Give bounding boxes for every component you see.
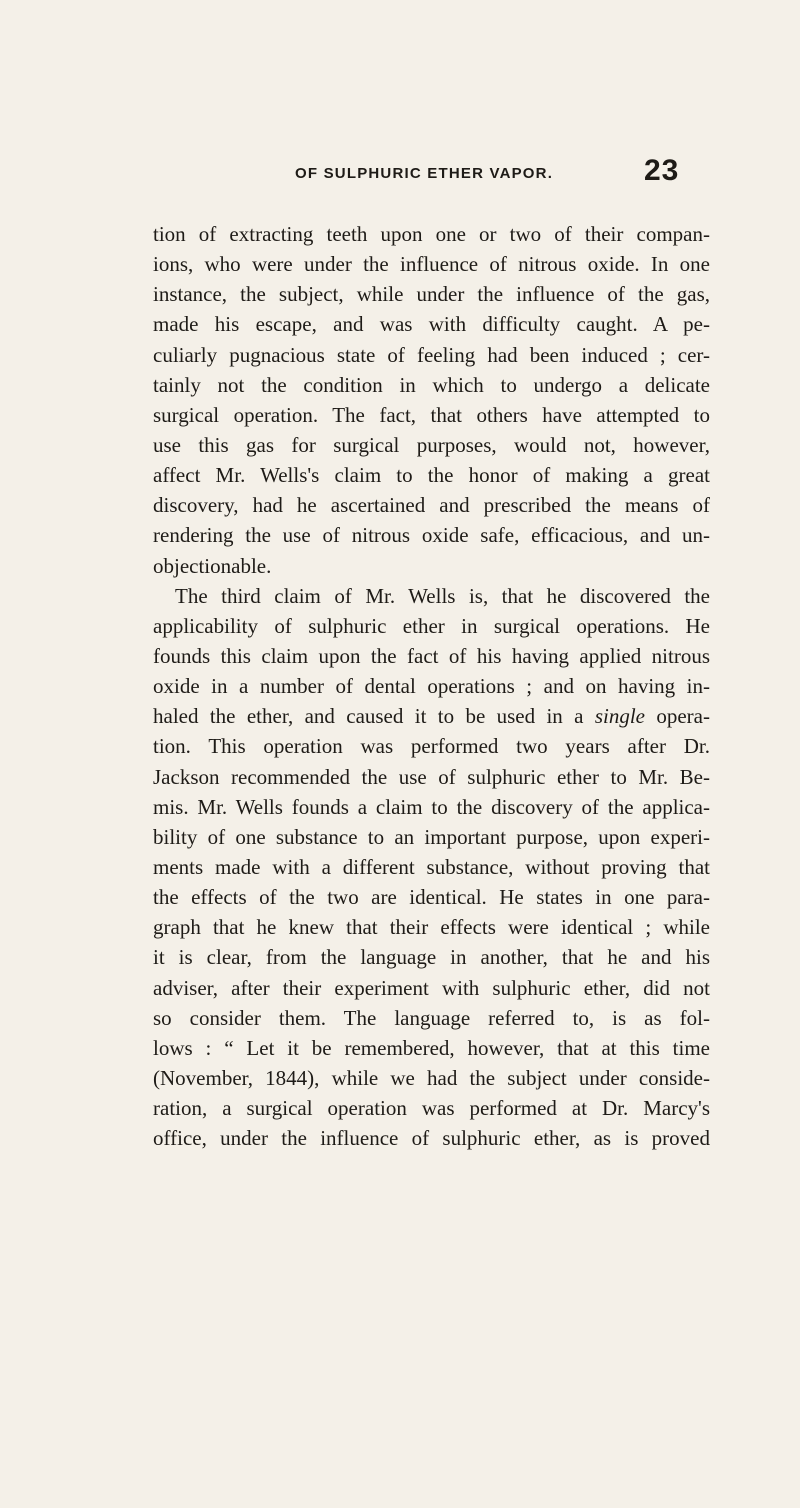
text-line: lows : “ Let it be remembered, however, that at this time	[153, 1035, 710, 1060]
text-line: ments made with a different substance, without proving that	[153, 854, 710, 879]
text-segment: opera-	[645, 704, 710, 729]
running-title: OF SULPHURIC ETHER VAPOR.	[295, 165, 554, 182]
text-line-with-italic	[153, 701, 710, 731]
text-line: founds this claim upon the fact of his having applied nitrous	[153, 643, 710, 668]
text-line: rendering the use of nitrous oxide safe, efficacious, and un-	[153, 523, 710, 548]
text-line: tainly not the condition in which to undergo a delicate	[153, 372, 710, 397]
text-line: mis. Mr. Wells founds a claim to the discovery of the applica-	[153, 794, 710, 819]
text-line: discovery, had he ascertained and prescribed the means of	[153, 493, 710, 518]
text-line: use this gas for surgical purposes, would not, however,	[153, 432, 710, 457]
body-text	[153, 219, 710, 1153]
text-line: (November, 1844), while we had the subject under conside-	[153, 1065, 710, 1090]
paragraph-start-line: The third claim of Mr. Wells is, that he discovered the	[175, 583, 710, 608]
text-line: Jackson recommended the use of sulphuric ether to Mr. Be-	[153, 764, 710, 789]
running-head	[0, 150, 800, 190]
text-line: graph that he knew that their effects were identical ; while	[153, 915, 710, 940]
text-line: instance, the subject, while under the influence of the gas,	[153, 282, 710, 307]
text-line: ions, who were under the influence of nitrous oxide. In one	[153, 252, 710, 277]
text-line: adviser, after their experiment with sulphuric ether, did not	[153, 975, 710, 1000]
text-line: it is clear, from the language in another, that he and his	[153, 945, 710, 970]
text-line: the effects of the two are identical. He states in one para-	[153, 885, 710, 910]
text-line: bility of one substance to an important purpose, upon experi-	[153, 824, 710, 849]
paragraph-end-line: objectionable.	[153, 553, 272, 578]
italic-word: single	[594, 704, 645, 729]
text-line: ration, a surgical operation was performed at Dr. Marcy's	[153, 1096, 710, 1121]
text-line: applicability of sulphuric ether in surgical operations. He	[153, 613, 710, 638]
text-line: so consider them. The language referred to, is as fol-	[153, 1005, 710, 1030]
text-line: tion of extracting teeth upon one or two of their compan-	[153, 222, 710, 246]
text-line: oxide in a number of dental operations ; and on having in-	[153, 674, 710, 699]
text-line: surgical operation. The fact, that others have attempted to	[153, 402, 710, 427]
page-number: 23	[644, 154, 680, 187]
text-line: culiarly pugnacious state of feeling had been induced ; cer-	[153, 342, 710, 367]
text-line: tion. This operation was performed two years after Dr.	[153, 734, 710, 759]
text-line: affect Mr. Wells's claim to the honor of making a great	[153, 463, 710, 488]
text-line: office, under the influence of sulphuric ether, as is proved	[153, 1126, 710, 1151]
text-segment: haled the ether, and caused it to be used in a	[153, 704, 595, 729]
text-line: made his escape, and was with difficulty caught. A pe-	[153, 312, 710, 337]
